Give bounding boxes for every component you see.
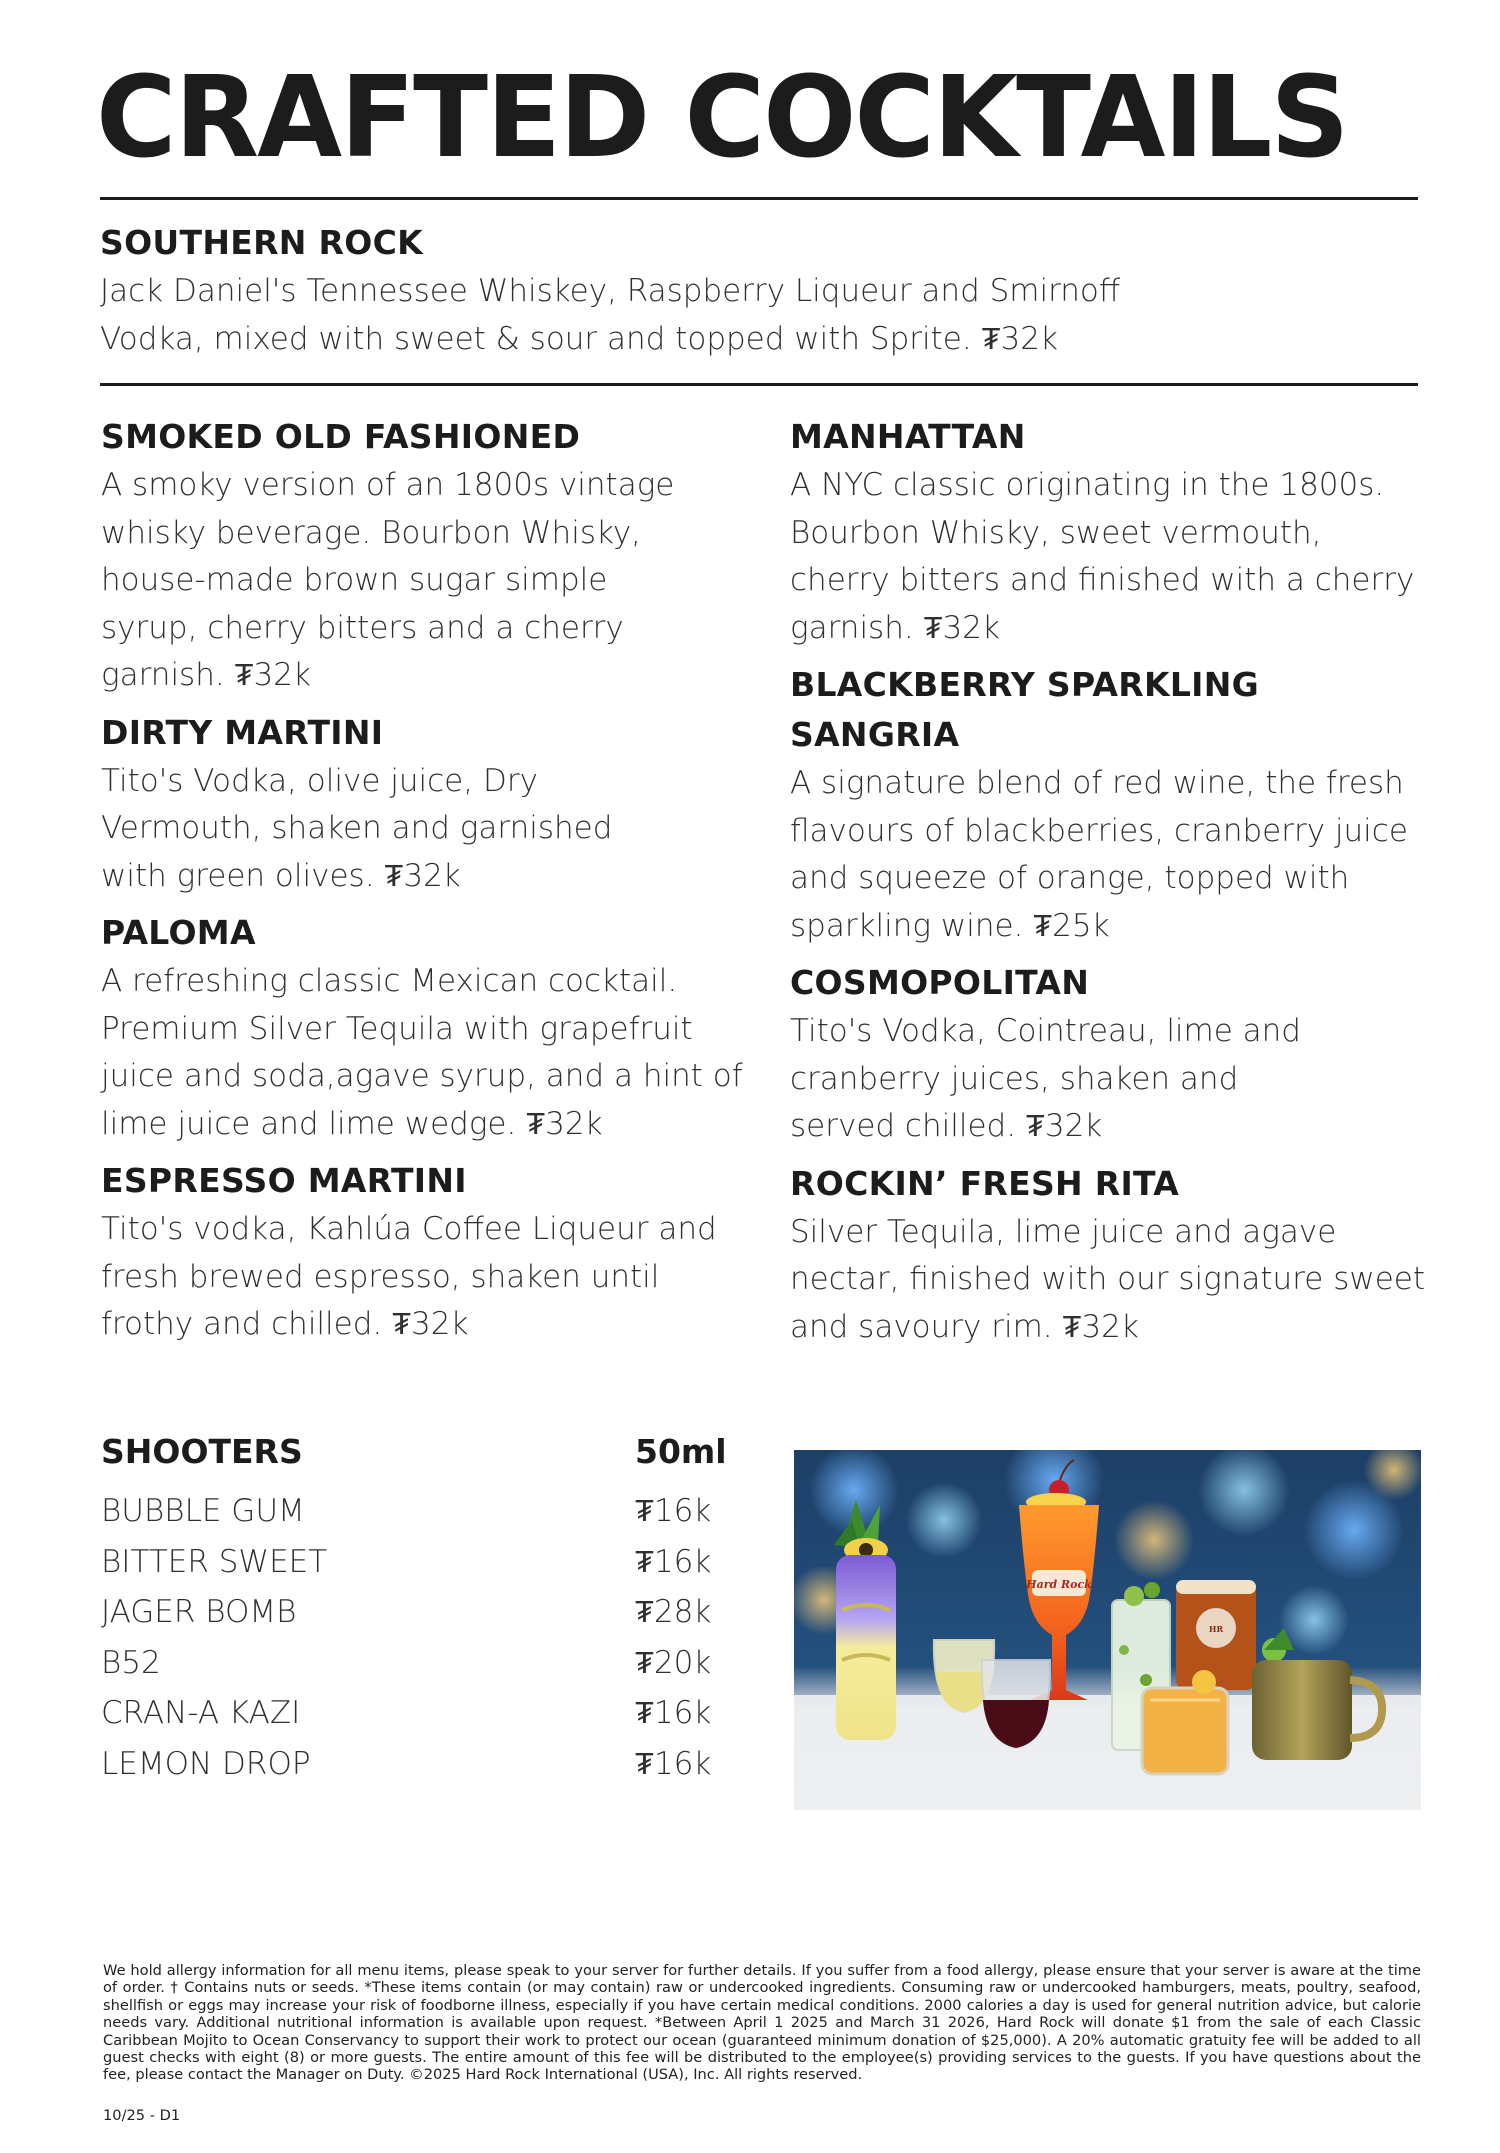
cocktail-item	[101, 1156, 761, 1349]
shooter-row	[101, 1739, 741, 1790]
page-title: CRAFTED COCKTAILS	[96, 53, 1348, 183]
shooter-row	[101, 1537, 741, 1588]
cocktail-name: ROCKIN’ FRESH RITA	[790, 1163, 1180, 1203]
cocktail-description: Silver Tequila, lime juice and agave nectar, finished with our signature sweet and savoury rim. ₮32k	[790, 1213, 1426, 1345]
cocktail-item	[101, 908, 761, 1148]
shooter-price: ₮16k	[635, 1543, 712, 1580]
beer-glass	[1176, 1580, 1256, 1690]
cocktail-description: Tito's Vodka, olive juice, Dry Vermouth, shaken and garnished with green olives. ₮32k	[101, 762, 613, 894]
featured-cocktail	[100, 218, 1420, 363]
shooters-section	[101, 1432, 741, 1789]
shooter-row	[101, 1486, 741, 1537]
cocktail-name: ESPRESSO MARTINI	[101, 1161, 467, 1200]
title-divider	[100, 197, 1418, 200]
shooters-heading: SHOOTERS	[101, 1432, 303, 1471]
featured-cocktail-name: SOUTHERN ROCK	[100, 223, 423, 262]
shooter-name: BITTER SWEET	[101, 1543, 328, 1580]
menu-code: 10/25 - D1	[103, 2107, 181, 2124]
shooter-name: BUBBLE GUM	[101, 1493, 305, 1530]
cocktail-name: COSMOPOLITAN	[790, 963, 1090, 1002]
cocktail-name: DIRTY MARTINI	[101, 712, 384, 752]
shooter-price: ₮28k	[635, 1594, 712, 1631]
shooter-name: CRAN-A KAZI	[101, 1695, 301, 1732]
featured-divider	[100, 383, 1418, 386]
legal-disclaimer: We hold allergy information for all menu items, please speak to your server for further details. If you suffer from a food allergy, please ensure that your server is aware at the time of order. † Contains nuts or seeds. *These items contain (or may contain) raw or undercooked ingredients. Consuming raw or undercooked hamburgers, meats, poultry, seafood, shellfish or eggs may increase your risk of foodborne illness, especially if you have certain medical conditions. 2000 calories a day is used for general nutrition advice, but calorie needs vary. Additional nutritional information is available upon request. *Between April 1 2025 and March 31 2026, Hard Rock will donate $1 from the sale of each Classic Caribbean Mojito to Ocean Conservancy to support their work to protect our ocean (guaranteed minimum donation of $25,000). A 20% automatic gratuity fee will be added to all guest checks with eight (8) or more guests. The entire amount of this fee will be distributed to the employee(s) providing services to the guests. If you have questions about the fee, please contact the Manager on Duty. ©2025 Hard Rock International (USA), Inc. All rights reserved.	[103, 1962, 1421, 2084]
cocktail-item	[101, 708, 761, 901]
shooter-price: ₮16k	[635, 1493, 712, 1530]
cocktails-photo-illustration	[794, 1450, 1421, 1810]
shooters-size-label: 50ml	[635, 1432, 727, 1471]
left-cocktail-column	[101, 412, 761, 1357]
featured-description-line: Vodka, mixed with sweet & sour and topped with Sprite. ₮32k	[100, 320, 1058, 357]
featured-cocktail-description	[100, 268, 1420, 363]
shooter-name: LEMON DROP	[101, 1745, 311, 1782]
shooter-price: ₮16k	[635, 1695, 712, 1732]
cocktail-item	[101, 412, 761, 700]
shooter-row	[101, 1587, 741, 1638]
beer-glass-logo: HR	[1208, 1624, 1224, 1634]
cocktail-item	[790, 412, 1450, 652]
cocktail-name: BLACKBERRY SPARKLING SANGRIA	[790, 665, 1260, 754]
cocktail-description: A smoky version of an 1800s vintage whisky beverage. Bourbon Whisky, house-made brown sugar simple syrup, cherry bitters and a cherry garnish. ₮32k	[101, 467, 675, 693]
cocktail-description: Tito's vodka, Kahlúa Coffee Liqueur and fresh brewed espresso, shaken until frothy and chilled. ₮32k	[101, 1211, 717, 1342]
cocktail-name: PALOMA	[101, 913, 256, 952]
shooter-name: B52	[101, 1644, 161, 1681]
shooter-name: JAGER BOMB	[101, 1594, 297, 1631]
cocktail-description: A NYC classic originating in the 1800s. Bourbon Whisky, sweet vermouth, cherry bitters and finished with a cherry garnish. ₮32k	[790, 467, 1415, 646]
shooter-price: ₮20k	[635, 1644, 712, 1681]
right-cocktail-column	[790, 412, 1450, 1359]
cocktail-description: Tito's Vodka, Cointreau, lime and cranberry juices, shaken and served chilled. ₮32k	[790, 1013, 1301, 1144]
cocktail-item	[790, 660, 1450, 950]
cocktail-item	[790, 1159, 1450, 1352]
hard-rock-glass-logo: Hard Rock	[1026, 1578, 1092, 1591]
shooters-header	[101, 1432, 741, 1486]
cocktail-name: SMOKED OLD FASHIONED	[101, 417, 581, 456]
cocktail-name: MANHATTAN	[790, 417, 1026, 456]
cocktails-photo	[794, 1450, 1421, 1810]
shooter-row	[101, 1688, 741, 1739]
cocktail-description: A signature blend of red wine, the fresh flavours of blackberries, cranberry juice and squeeze of orange, topped with sparkling wine. ₮25k	[790, 765, 1408, 944]
featured-description-line: Jack Daniel's Tennessee Whiskey, Raspberry Liqueur and Smirnoff	[100, 273, 1121, 309]
cocktail-description: A refreshing classic Mexican cocktail. Premium Silver Tequila with grapefruit juice and soda,agave syrup, and a hint of lime juice and lime wedge. ₮32k	[101, 963, 743, 1142]
cocktail-item	[790, 958, 1450, 1151]
shooter-row	[101, 1638, 741, 1689]
shooter-price: ₮16k	[635, 1745, 712, 1782]
